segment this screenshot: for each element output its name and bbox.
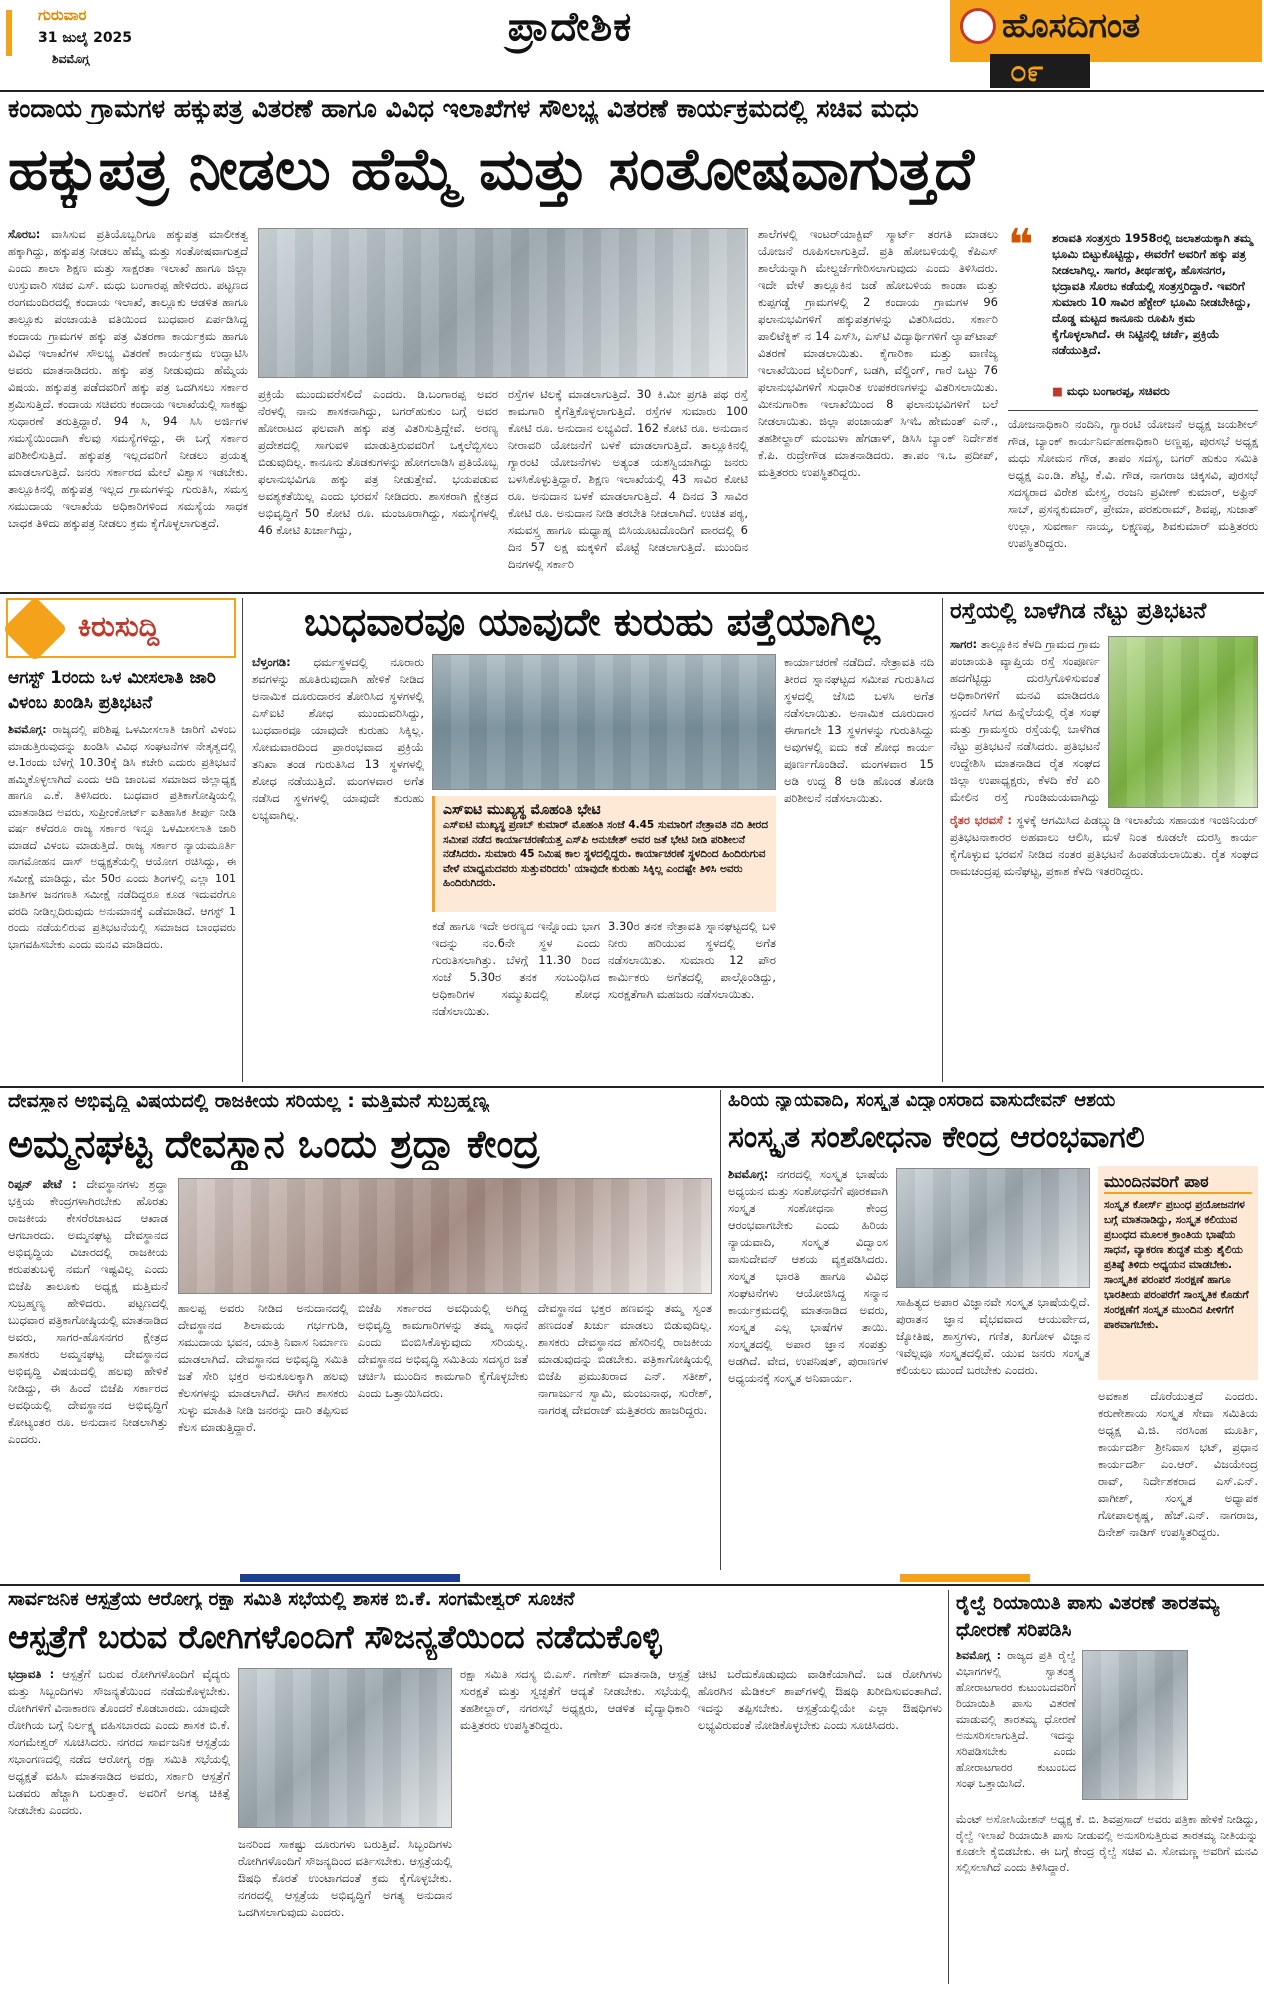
story4-divider: [720, 1090, 721, 1570]
section-divider-3: [0, 1584, 1264, 1586]
story2-col2: ಕಾರ್ಯಾಚರಣೆ ನಡೆದಿದೆ. ನೇತ್ರಾವತಿ ನದಿ ತೀರದ ಸ್ನಾನಘಟ್ಟದ ಸಮೀಪ ಗುರುತಿಸಿದ ಸ್ಥಳದಲ್ಲಿ ಜೆಸಿಬಿ ಬಳಸಿ ಅಗೆತ ನಡೆಸಲಾಯಿತು. ಅನಾಮಿಕ ದೂರುದಾರ ಈಗಾಗಲೇ 13 ಸ್ಥಳಗಳನ್ನು ಗುರುತಿಸಿದ್ದು ಅವುಗಳಲ್ಲಿ ಐದು ಕಡೆ ಶೋಧ ಕಾರ್ಯ ಪೂರ್ಣಗೊಂಡಿದೆ. ಮಂಗಳವಾರ 15 ಅಡಿ ಉದ್ದ 8 ಅಡಿ ಹೊಂಡ ತೋಡಿ ಪರಿಶೀಲನೆ ನಡೆಸಲಾಯಿತು.: [784, 655, 934, 805]
story6-kicker: ಸಾರ್ವಜನಿಕ ಆಸ್ಪತ್ರೆಯ ಆರೋಗ್ಯ ರಕ್ಷಾ ಸಮಿತಿ ಸಭೆಯಲ್ಲಿ ಶಾಸಕ ಬಿ.ಕೆ. ಸಂಗಮೇಶ್ವರ್ ಸೂಚನೆ: [8, 1588, 575, 1610]
story2-photo-title: ಎಸ್‌ಐಟಿ ಮುಖ್ಯಸ್ಥ ಮೊಹಂತಿ ಭೇಟಿ: [443, 802, 601, 818]
section-divider-1: [0, 592, 1264, 594]
section-accent-bar: [6, 10, 12, 56]
story1-col1-text: ವಾಸಿಸುವ ಪ್ರತಿಯೊಬ್ಬರಿಗೂ ಹಕ್ಕುಪತ್ರ ಮಾಲೀಕತ್ವ ಹಕ್ಕಾಗಿದ್ದು, ಹಕ್ಕುಪತ್ರ ನೀಡಲು ಹೆಮ್ಮೆ ಮತ್ತು ಸಂತೋಷವಾಗುತ್ತದೆ ಎಂದು ಶಾಲಾ ಶಿಕ್ಷಣ ಮತ್ತು ಸಾಕ್ಷರತಾ ಇಲಾಖೆ ಹಾಗೂ ಜಿಲ್ಲಾ ಉಸ್ತುವಾರಿ ಸಚಿವ ಎಸ್. ಮಧು ಬಂಗಾರಪ್ಪ ಹೇಳಿದರು. ಪಟ್ಟಣದ ರಂಗಮಂದಿರದಲ್ಲಿ ಕಂದಾಯ ಇಲಾಖೆ, ತಾಲ್ಲೂಕು ಆಡಳಿತ ಹಾಗೂ ತಾಲ್ಲೂಕು ಪಂಚಾಯತಿ ವತಿಯಿಂದ ಬುಧವಾರ ಏರ್ಪಡಿಸಿದ್ದ ಕಂದಾಯ ಗ್ರಾಮಗಳ ಹಕ್ಕು ಪತ್ರ ವಿತರಣಾ ಕಾರ್ಯಕ್ರಮ ಹಾಗೂ ವಿವಿಧ ಇಲಾಖೆಗಳ ಸೌಲಭ್ಯ ವಿತರಣೆ ಕಾರ್ಯಕ್ರಮ ಉದ್ಘಾಟಿಸಿ ಅವರು ಮಾತನಾಡಿದರು. ಹಕ್ಕು ಪತ್ರ ನೀಡುವುದು ಹೆಮ್ಮೆಯ ವಿಷಯ. ಹಕ್ಕುಪತ್ರ ಪಡೆದವರಿಗೆ ಹಕ್ಕು ಪತ್ರ ಒದಗಿಸಲು ಸರ್ಕಾರ ಶ್ರಮಿಸುತ್ತಿದೆ. ಕಂದಾಯ ಸಚಿವರು ಕಂದಾಯ ಇಲಾಖೆಯಲ್ಲಿ ಸಾಕಷ್ಟು ಸುಧಾರಣೆ ತರುತ್ತಿದ್ದಾರೆ. 94 ಸಿ, 94 ಸಿಸಿ ಅರ್ಜಿಗಳ ಸಮಸ್ಯೆಯಿಂದಾಗಿ ಕೆಲವು ಸಮಸ್ಯೆಗಳಿದ್ದು, ಈ ಬಗ್ಗೆ ಸರ್ಕಾರ ಪರಿಶೀಲಿಸುತ್ತಿದೆ. ಹಕ್ಕುಪತ್ರ ಇಲ್ಲದವರಿಗೆ ನೀಡಲು ಪ್ರಯತ್ನ ಮಾಡಲಾಗುತ್ತಿದೆ. ಜನರು ಸರ್ಕಾರದ ಮೇಲೆ ವಿಶ್ವಾಸ ಇಡಬೇಕು. ತಾಲ್ಲೂಕಿನಲ್ಲಿ ಹಕ್ಕುಪತ್ರ ಇಲ್ಲದ ಗ್ರಾಮಗಳನ್ನು ಗುರುತಿಸಿ, ಸಮಸ್ತ ಸಮುದಾಯ ಇಲಾಖೆಯ ಅಧಿಕಾರಿಗಳಿಂದ ಸಮಸ್ಯೆಯ ಸಾಧಕ ಬಾಧಕ ತಿಳಿದು ಹಕ್ಕುಪತ್ರ ನೀಡಲು ಕ್ರಮ ಕೈಗೊಳ್ಳಲಾಗುತ್ತದೆ.: [8, 227, 248, 530]
story1-quote-by: ■ ಮಧು ಬಂಗಾರಪ್ಪ, ಸಚಿವರು: [1052, 384, 1170, 398]
story1-quote-box: [1008, 220, 1258, 404]
kirusuddi-divider: [242, 598, 243, 1082]
section-title: ಪ್ರಾದೇಶಿಕ: [507, 4, 633, 50]
quote-mark-icon: ❝: [1008, 220, 1034, 271]
story1-quote-rule: [1008, 410, 1258, 411]
story2-col4: 3.30ರ ತನಕ ನೇತ್ರಾವತಿ ಸ್ನಾನಘಟ್ಟದಲ್ಲಿ ಬಳಿ ನೀರು ಹರಿಯುವ ಸ್ಥಳದಲ್ಲಿ ಅಗೆತ ನಡೆಸಲಾಯಿತು. ಸುಮಾರು 12 ಪೌರ ಕಾರ್ಮಿಕರು ಅಗೆತದಲ್ಲಿ ಪಾಲ್ಗೊಂಡಿದ್ದು, ಸುರಕ್ಷತೆಗಾಗಿ ಮಹಜರು ನಡೆಸಲಾಯಿತು.: [608, 919, 776, 1001]
story4-col3: ಬಿಜೆಪಿ ಸರ್ಕಾರದ ಅವಧಿಯಲ್ಲಿ ಅಗಿದ್ದ ಅಭಿವೃದ್ಧಿ ಕಾಮಗಾರಿಗಳನ್ನು ತಮ್ಮ ಸಾಧನೆ ಎಂದು ಬಿಂಬಿಸಿಕೊಳ್ಳುವುದು ಸರಿಯಲ್ಲ. ದೇವಸ್ಥಾನದ ಅಭಿವೃದ್ಧಿ ಸಮಿತಿಯ ಸದಸ್ಯರ ಜತೆ ಚರ್ಚಿಸಿ ಮುಂದಿನ ಕಾಮಗಾರಿ ಕೈಗೊಳ್ಳಬೇಕು ಎಂದು ಒತ್ತಾಯಿಸಿದರು.: [358, 1301, 528, 1400]
story5-box: [1098, 1166, 1258, 1380]
story7-col2: ಮೆಂಟ್ ಅಸೋಸಿಯೇಶನ್ ಅಧ್ಯಕ್ಷ ಕೆ. ಬಿ. ಶಿವಪ್ರಸಾದ್ ಅವರು ಪತ್ರಿಕಾ ಹೇಳಿಕೆ ನೀಡಿದ್ದು, ರೈಲ್ವೆ ಇಲಾಖೆ ರಿಯಾಯಿತಿ ಪಾಸು ನೀಡುವಲ್ಲಿ ಅನುಸರಿಸುತ್ತಿರುವ ತಾರತಮ್ಯ ನೀತಿಯನ್ನು ಕೂಡಲೇ ಕೈಬಿಡಬೇಕು. ಈ ಬಗ್ಗೆ ಕೇಂದ್ರ ರೈಲ್ವೆ ಸಚಿವ ವಿ. ಸೋಮಣ್ಣ ಅವರಿಗೆ ಮನವಿ ಸಲ್ಲಿಸಲಾಗಿದೆ ಎಂದು ತಿಳಿಸಿದ್ದಾರೆ.: [956, 1813, 1258, 1874]
masthead: [0, 0, 1264, 92]
story2-photo-caption-box: [432, 796, 776, 912]
story7-photo: [1082, 1650, 1188, 1800]
story5-col1: ಶಿವಮೊಗ್ಗ: ನಗರದಲ್ಲಿ ಸಂಸ್ಕೃತ ಭಾಷೆಯ ಅಧ್ಯಯನ ಮತ್ತು ಸಂಶೋಧನೆಗೆ ಪೂರಕವಾಗಿ ಸಂಸ್ಕೃತ ಸಂಶೋಧನಾ ಕೇಂದ್ರ ಆರಂಭವಾಗಬೇಕು ಎಂದು ಹಿರಿಯ ನ್ಯಾಯವಾದಿ, ಸಂಸ್ಕೃತ ವಿದ್ವಾಂಸ ವಾಸುದೇವನ್ ಆಶಯ ವ್ಯಕ್ತಪಡಿಸಿದರು. ಸಂಸ್ಕೃತ ಭಾರತಿ ಹಾಗೂ ವಿವಿಧ ಸಂಘಟನೆಗಳು ಆಯೋಜಿಸಿದ್ದ ಸನ್ಮಾನ ಕಾರ್ಯಕ್ರಮದಲ್ಲಿ ಮಾತನಾಡಿದ ಅವರು, ಸಂಸ್ಕೃತ ಎಲ್ಲ ಭಾಷೆಗಳ ತಾಯಿ. ಸಂಸ್ಕೃತದಲ್ಲಿ ಅಪಾರ ಜ್ಞಾನ ಸಂಪತ್ತು ಅಡಗಿದೆ. ವೇದ, ಉಪನಿಷತ್, ಪುರಾಣಗಳ ಅಧ್ಯಯನಕ್ಕೆ ಸಂಸ್ಕೃತ ಅನಿವಾರ್ಯ.: [728, 1167, 888, 1385]
story3-photo: [1108, 636, 1258, 808]
issue-day: ಗುರುವಾರ: [38, 6, 87, 24]
section-divider-2: [0, 1086, 1264, 1088]
story6-col2: ಜನರಿಂದ ಸಾಕಷ್ಟು ದೂರುಗಳು ಬರುತ್ತಿವೆ. ಸಿಬ್ಬಂದಿಗಳು ರೋಗಿಗಳೊಂದಿಗೆ ಸೌಜನ್ಯದಿಂದ ವರ್ತಿಸಬೇಕು. ಆಸ್ಪತ್ರೆಯಲ್ಲಿ ಔಷಧಿ ಕೊರತೆ ಉಂಟಾಗದಂತೆ ಕ್ರಮ ಕೈಗೊಳ್ಳಬೇಕು. ನಗರದಲ್ಲಿ ಆಸ್ಪತ್ರೆಯ ಅಭಿವೃದ್ಧಿಗೆ ಅಗತ್ಯ ಅನುದಾನ ಒದಗಿಸಲಾಗುವುದು ಎಂದರು.: [238, 1837, 452, 1919]
story2-headline: ಬುಧವಾರವೂ ಯಾವುದೇ ಕುರುಹು ಪತ್ತೆಯಾಗಿಲ್ಲ: [303, 600, 881, 644]
story2-col3: ಕಡೆ ಹಾಗೂ ಇದೇ ಅರಣ್ಯದ ಇನ್ನೊಂದು ಭಾಗ ಇದನ್ನು ನಂ.6ನೇ ಸ್ಥಳ ಎಂದು ಗುರುತಿಸಲಾಗಿತ್ತು. ಬೆಳಗ್ಗೆ 11.30 ರಿಂದ ಸಂಜೆ 5.30ರ ತನಕ ಸಂಬಂಧಿಸಿದ ಅಧಿಕಾರಿಗಳ ಸಮ್ಮುಖದಲ್ಲಿ ಶೋಧ ನಡೆಸಲಾಯಿತು.: [432, 919, 600, 1018]
story6-col1: ಭದ್ರಾವತಿ : ಆಸ್ಪತ್ರೆಗೆ ಬರುವ ರೋಗಿಗಳೊಂದಿಗೆ ವೈದ್ಯರು ಮತ್ತು ಸಿಬ್ಬಂದಿಗಳು ಸೌಜನ್ಯತೆಯಿಂದ ನಡೆದುಕೊಳ್ಳಬೇಕು. ರೋಗಿಗಳಿಗೆ ವಿನಾಕಾರಣ ತೊಂದರೆ ಕೊಡಬಾರದು. ಯಾವುದೇ ರೋಗಿಯ ಬಗ್ಗೆ ನಿರ್ಲಕ್ಷ್ಯ ವಹಿಸಬಾರದು ಎಂದು ಶಾಸಕ ಬಿ.ಕೆ. ಸಂಗಮೇಶ್ವರ್ ಸೂಚಿಸಿದರು. ನಗರದ ಸಾರ್ವಜನಿಕ ಆಸ್ಪತ್ರೆಯ ಸಭಾಂಗಣದಲ್ಲಿ ನಡೆದ ಆರೋಗ್ಯ ರಕ್ಷಾ ಸಮಿತಿ ಸಭೆಯಲ್ಲಿ ಅಧ್ಯಕ್ಷತೆ ವಹಿಸಿ ಮಾತನಾಡಿದ ಅವರು, ಸರ್ಕಾರಿ ಆಸ್ಪತ್ರೆಗೆ ಬಡವರು ಹೆಚ್ಚಾಗಿ ಬರುತ್ತಾರೆ. ಅವರಿಗೆ ಅಗತ್ಯ ಚಿಕಿತ್ಸೆ ನೀಡಬೇಕು ಎಂದರು.: [8, 1667, 230, 1817]
paper-logo: ಹೊಸದಿಗಂತ: [1002, 6, 1141, 46]
story7-headline: ರೈಲ್ವೆ ರಿಯಾಯಿತಿ ಪಾಸು ವಿತರಣೆ ತಾರತಮ್ಯ ಧೋರಣೆ ಸರಿಪಡಿಸಿ: [956, 1592, 1220, 1641]
story5-box-title: ಮುಂದಿನವರಿಗೆ ಪಾಠ: [1104, 1172, 1252, 1194]
story1-quote-text: ಶರಾವತಿ ಸಂತ್ರಸ್ತರು 1958ರಲ್ಲಿ ಜಲಾಶಯಕ್ಕಾಗಿ ತಮ್ಮ ಭೂಮಿ ಬಿಟ್ಟುಕೊಟ್ಟಿದ್ದು, ಈವರೆಗೆ ಅವರಿಗೆ ಹಕ್ಕು ಪತ್ರ ನೀಡಲಾಗಿಲ್ಲ. ಸಾಗರ, ತೀರ್ಥಹಳ್ಳಿ, ಹೊಸನಗರ, ಭದ್ರಾವತಿ ಸೊರಬ ಕಡೆಯಲ್ಲಿ ಸಂತ್ರಸ್ತರಿದ್ದಾರೆ. ಇವರಿಗೆ ಸುಮಾರು 10 ಸಾವಿರ ಹೆಕ್ಟೇರ್ ಭೂಮಿ ನೀಡಬೇಕಿದ್ದು, ದೊಡ್ಡ ಮಟ್ಟದ ಕಾನೂನು ರೂಪಿಸಿ ಕ್ರಮ ಕೈಗೊಳ್ಳಲಾಗಿದೆ. ಈ ನಿಟ್ಟಿನಲ್ಲಿ ಚರ್ಚೆ, ಪ್ರಕ್ರಿಯೆ ನಡೆಯುತ್ತಿದೆ.: [1052, 231, 1253, 357]
story1-col4b: ಯೋಜನಾಧಿಕಾರಿ ನಂದಿನಿ, ಗ್ಯಾರಂಟಿ ಯೋಜನೆ ಅಧ್ಯಕ್ಷ ಜಯಶೀಲ್ ಗೌಡ, ಬ್ಯಾಂಕ್ ಕಾರ್ಯನಿರ್ವಹಣಾಧಿಕಾರಿ ಅಣ್ಣಪ್ಪ, ಪುರಸಭೆ ಅಧ್ಯಕ್ಷ ಮಧು ಸೋಮನ ಗೌಡ, ತಾಪಂ ಸದಸ್ಯ, ಬಗರ್ ಹುಕುಂ ಸಮಿತಿ ಅಧ್ಯಕ್ಷ ಎಂ.ಡಿ. ಶೆಟ್ಟಿ, ಕೆ.ವಿ. ಗೌಡ, ನಾಗರಾಜ ಚಿಕ್ಕಸವಿ, ಪುರಸಭೆ ಸದಸ್ಯರಾದ ವಿರೇಶ ಮೇಸ್ತ್ರ, ರಂಜನಿ ಪ್ರವೀಣ್ ಕುಮಾರ್, ಅಫ್ರಿನ್ ಸಾಬ್, ಪ್ರಸನ್ನಕುಮಾರ್, ಪ್ರೇಮಾ, ಪರಶುರಾಮ್, ಶಿವಪ್ಪ, ಸುಜಾತ್ ಉಲ್ಲಾ, ಸುವರ್ಣಾ ನಾಯ್ಕ, ಲಕ್ಷ್ಮಣಪ್ಪ, ಶಿವಕುಮಾರ್ ಮತ್ತಿತರರು ಉಪಸ್ಥಿತರಿದ್ದರು.: [1008, 417, 1258, 550]
hand-point-icon: [2, 596, 67, 661]
story1-col4: ಶಾಲೆಗಳಲ್ಲಿ ಇಂಟರ್‌ಯಾಕ್ಟಿವ್ ಸ್ಮಾರ್ಟ್ ತರಗತಿ ಮಾಡಲು ಯೋಜನೆ ರೂಪಿಸಲಾಗುತ್ತಿದೆ. ಪ್ರತಿ ಹೋಬಳಿಯಲ್ಲಿ ಕೆಪಿಎಸ್ ಶಾಲೆಯನ್ನಾಗಿ ಮೇಲ್ದರ್ಜೆಗೇರಿಸಲಾಗುವುದು ಎಂದು ತಿಳಿಸಿದರು. ಇದೇ ವೇಳೆ ತಾಲ್ಲೂಕಿನ ಜಡೆ ಹೋಬಳಿಯ ಕಾಂಡಾ ಮತ್ತು ಕುಪ್ಪಗಡ್ಡೆ ಗ್ರಾಮಗಳಲ್ಲಿ 2 ಕಂದಾಯ ಗ್ರಾಮಗಳ 96 ಫಲಾನುಭವಿಗಳಿಗೆ ಹಕ್ಕುಪತ್ರಗಳನ್ನು ವಿತರಿಸಿದರು. ಸರ್ಕಾರಿ ಪಾಲಿಟೆಕ್ನಿಕ್ ನ 14 ಎಸ್‌ಸಿ, ಎಸ್‌ಟಿ ವಿದ್ಯಾರ್ಥಿಗಳಿಗೆ ಲ್ಯಾಪ್‌ಟಾಪ್ ವಿತರಣೆ ಮಾಡಲಾಯಿತು. ಕೈಗಾರಿಕಾ ಮತ್ತು ವಾಣಿಜ್ಯ ಇಲಾಖೆಯಿಂದ ಟೈಲರಿಂಗ್, ಬಡಗಿ, ವೆಲ್ಡಿಂಗ್, ಗಾರೆ ಒಟ್ಟು 76 ಫಲಾನುಭವಿಗಳಿಗೆ ಸುಧಾರಿತ ಉಪಕರಣಗಳನ್ನು ವಿತರಿಸಲಾಯಿತು. ಮೀನುಗಾರಿಕಾ ಇಲಾಖೆಯಿಂದ 8 ಫಲಾನುಭವಿಗಳಿಗೆ ಬಲೆ ನೀಡಲಾಯಿತು. ಜಿಲ್ಲಾ ಪಂಚಾಯತ್ ಸಿಇಓ ಹೇಮಂತ್ ಎನ್., ತಹಶೀಲ್ದಾರ್ ಮಂಜುಳಾ ಹೆಗಡಾಳ್, ಡಿಸಿಸಿ ಬ್ಯಾಂಕ್ ನಿರ್ದೇಶಕ ಕೆ.ಪಿ. ರುದ್ರೇಗೌಡ ಮಾತನಾಡಿದರು. ತಾ.ಪಂ ಇ.ಒ ಪ್ರದೀಪ್, ಮತ್ತಿತರರು ಉಪಸ್ಥಿತರಿದ್ದರು.: [758, 227, 998, 479]
square-bullet-icon: ■: [1052, 384, 1067, 398]
story4-photo: [178, 1178, 712, 1294]
kirusuddi-headline: ಆಗಸ್ಟ್ 1ರಂದು ಒಳ ಮೀಸಲಾತಿ ಜಾರಿ ವಿಳಂಬ ಖಂಡಿಸಿ ಪ್ರತಿಭಟನೆ: [8, 668, 216, 713]
story6-col4: ಚೀಟಿ ಬರೆದುಕೊಡುವುದು ವಾಡಿಕೆಯಾಗಿದೆ. ಬಡ ರೋಗಿಗಳು ಹೊರಗಿನ ಮೆಡಿಕಲ್ ಶಾಪ್‌ಗಳಲ್ಲಿ ಔಷಧಿ ಖರೀದಿಸುವಂತಾಗಿದೆ. ಇದನ್ನು ತಪ್ಪಿಸಬೇಕು. ಆಸ್ಪತ್ರೆಯಲ್ಲಿಯೇ ಎಲ್ಲಾ ಔಷಧಿಗಳು ಲಭ್ಯವಿರುವಂತೆ ನೋಡಿಕೊಳ್ಳಬೇಕು ಎಂದು ಸೂಚಿಸಿದರು.: [698, 1667, 942, 1732]
story1-col1: [8, 226, 248, 586]
story4-col2: ಹಾಲಪ್ಪ ಅವರು ನೀಡಿದ ಅನುದಾನದಲ್ಲಿ ದೇವಸ್ಥಾನದ ಶಿಲಾಮಯ ಗರ್ಭಗುಡಿ, ಸಮುದಾಯ ಭವನ, ಯಾತ್ರಿ ನಿವಾಸ ನಿರ್ಮಾಣ ಮಾಡಲಾಗಿದೆ. ದೇವಸ್ಥಾನದ ಅಭಿವೃದ್ಧಿ ಸಮಿತಿ ಜತೆ ಸೇರಿ ಭಕ್ತರ ಅನುಕೂಲಕ್ಕಾಗಿ ಹಲವು ಕೆಲಸಗಳನ್ನು ಮಾಡಲಾಗಿದೆ. ಈಗಿನ ಶಾಸಕರು ಸುಳ್ಳು ಮಾಹಿತಿ ನೀಡಿ ಜನರನ್ನು ದಾರಿ ತಪ್ಪಿಸುವ ಕೆಲಸ ಮಾಡುತ್ತಿದ್ದಾರೆ.: [178, 1301, 348, 1434]
story5-photo: [896, 1168, 1090, 1288]
story5-col2: ಸಾಹಿತ್ಯದ ಅಪಾರ ವಿಜ್ಞಾನವೇ ಸಂಸ್ಕೃತ ಭಾಷೆಯಲ್ಲಿದೆ. ಪುರಾತನ ಜ್ಞಾನ ವೈಭವವಾದ ಆಯುರ್ವೇದ, ಜ್ಯೋತಿಷ, ಶಾಸ್ತ್ರಗಳು, ಗಣಿತ, ಖಗೋಳ ವಿಜ್ಞಾನ ಇವೆಲ್ಲವೂ ಸಂಸ್ಕೃತದಲ್ಲಿವೆ. ಯುವ ಜನರು ಸಂಸ್ಕೃತ ಕಲಿಯಲು ಮುಂದೆ ಬರಬೇಕು ಎಂದರು.: [896, 1295, 1090, 1377]
story1-kicker: ಕಂದಾಯ ಗ್ರಾಮಗಳ ಹಕ್ಕುಪತ್ರ ವಿತರಣೆ ಹಾಗೂ ವಿವಿಧ ಇಲಾಖೆಗಳ ಸೌಲಭ್ಯ ವಿತರಣೆ ಕಾರ್ಯಕ್ರಮದಲ್ಲಿ ಸಚಿವ ಮಧು: [8, 94, 919, 123]
story1-col3: ರಸ್ತೆಗಳ ಟಿಲಕ್ಕೆ ಮಾಡಲಾಗುತ್ತಿದೆ. 30 ಕಿ.ಮೀ ಪ್ರಗತಿ ಪಥ ರಸ್ತೆ ಕಾಮಗಾರಿ ಕೈಗೆತ್ತಿಕೊಳ್ಳಲಾಗುತ್ತಿದೆ. ರಸ್ತೆಗಳ ಸುಮಾರು 100 ಕೋಟಿ ರೂ. ಅನುದಾನ ಲಭ್ಯವಿದೆ. 162 ಕೋಟಿ ರೂ. ಅನುದಾನ ನೀರಾವರಿ ಯೋಜನೆಗೆ ಬಳಕೆ ಮಾಡಲಾಗುತ್ತಿದೆ. ತಾಲ್ಲೂಕಿನಲ್ಲಿ ಗ್ಯಾರಂಟಿ ಯೋಜನೆಗಳು ಅತ್ಯಂತ ಯಶಸ್ವಿಯಾಗಿದ್ದು ಜನರು ಬಳಸಿಕೊಳ್ಳುತ್ತಿದ್ದಾರೆ. ಶಿಕ್ಷಣ ಇಲಾಖೆಯಲ್ಲಿ 43 ಸಾವಿರ ಕೋಟಿ ರೂ. ಅನುದಾನ ಬಳಕೆ ಮಾಡಲಾಗುತ್ತಿದೆ. 4 ದಿನದ 3 ಸಾವಿರ ಕೋಟಿ ರೂ. ಅನುದಾನ ನೀಡಿ ತರಬೇತಿ ನೀಡಲಾಗಿದೆ. ಉಚಿತ ಪಠ್ಯ, ಸಮವಸ್ತ್ರ ಹಾಗೂ ಮಧ್ಯಾಹ್ನ ಬಿಸಿಯೂಟದೊಂದಿಗೆ ವಾರದಲ್ಲಿ 6 ದಿನ 57 ಲಕ್ಷ ಮಕ್ಕಳಿಗೆ ಮೊಟ್ಟೆ ನೀಡಲಾಗುತ್ತಿದೆ. ಮುಂದಿನ ದಿನಗಳಲ್ಲಿ ಸರ್ಕಾರಿ: [508, 387, 748, 571]
story1-headline: ಹಕ್ಕುಪತ್ರ ನೀಡಲು ಹೆಮ್ಮೆ ಮತ್ತು ಸಂತೋಷವಾಗುತ್ತದೆ: [8, 135, 975, 203]
story4-headline: ಅಮ್ಮನಘಟ್ಟ ದೇವಸ್ಥಾನ ಒಂದು ಶ್ರದ್ಧಾ ಕೇಂದ್ರ: [8, 1122, 540, 1166]
kirusuddi-logo-text: ಕಿರುಸುದ್ದಿ: [78, 610, 160, 643]
issue-place: ಶಿವಮೊಗ್ಗ: [52, 52, 90, 66]
story6-col3: ರಕ್ಷಾ ಸಮಿತಿ ಸದಸ್ಯ ಬಿ.ಎಸ್. ಗಣೇಶ್ ಮಾತನಾಡಿ, ಆಸ್ಪತ್ರೆ ಸುರಕ್ಷತೆ ಮತ್ತು ಸ್ವಚ್ಛತೆಗೆ ಆದ್ಯತೆ ನೀಡಬೇಕು. ಸಭೆಯಲ್ಲಿ ತಹಶೀಲ್ದಾರ್, ನಗರಸಭೆ ಅಧ್ಯಕ್ಷರು, ಆಡಳಿತ ವೈದ್ಯಾಧಿಕಾರಿ ಮತ್ತಿತರರು ಉಪಸ್ಥಿತರಿದ್ದರು.: [460, 1667, 690, 1732]
story3-body-cont: ರೈತರ ಭರವಸೆ : ಸ್ಥಳಕ್ಕೆ ಆಗಮಿಸಿದ ಪಿಡಬ್ಲ್ಯುಡಿ ಇಲಾಖೆಯ ಸಹಾಯಕ ಇಂಜಿನಿಯರ್ ಪ್ರತಿಭಟನಾಕಾರರ ಅಹವಾಲು ಆಲಿಸಿ, ಮಳೆ ನಿಂತ ಕೂಡಲೇ ದುರಸ್ತಿ ಕಾರ್ಯ ಕೈಗೊಳ್ಳುವ ಭರವಸೆ ನೀಡಿದ ನಂತರ ಪ್ರತಿಭಟನೆ ಹಿಂಪಡೆಯಲಾಯಿತು. ರೈತ ಸಂಘದ ರಾಮಚಂದ್ರಪ್ಪ ಮನೆಘಟ್ಟ, ಪ್ರಕಾಶ ಕೆಳದಿ ಇತರರಿದ್ದರು.: [950, 813, 1258, 878]
kirusuddi-body: ಶಿವಮೊಗ್ಗ: ರಾಜ್ಯದಲ್ಲಿ ಪರಿಶಿಷ್ಟ ಒಳಮೀಸಲಾತಿ ಜಾರಿಗೆ ವಿಳಂಬ ಮಾಡುತ್ತಿರುವುದನ್ನು ಖಂಡಿಸಿ ವಿವಿಧ ಸಂಘಟನೆಗಳ ನೇತೃತ್ವದಲ್ಲಿ ಆ.1ರಂದು ಬೆಳಗ್ಗೆ 10.30ಕ್ಕೆ ಡಿಸಿ ಕಚೇರಿ ಎದುರು ಪ್ರತಿಭಟನೆ ಹಮ್ಮಿಕೊಳ್ಳಲಾಗಿದೆ ಎಂದು ಆದಿ ಜಾಂಬವ ಸಮಾಜದ ಜಿಲ್ಲಾಧ್ಯಕ್ಷ ಹಾಗೂ ಎ.ಕೆ. ತಿಳಿಸಿದರು. ಬುಧವಾರ ಪ್ರತಿಕಾಗೋಷ್ಠಿಯಲ್ಲಿ ಮಾತನಾಡಿದ ಅವರು, ಸುಪ್ರೀಂಕೋರ್ಟ್ ಐತಿಹಾಸಿಕ ತೀರ್ಪು ನೀಡಿ ವರ್ಷ ಕಳೆದರೂ ರಾಜ್ಯ ಸರ್ಕಾರ ಇನ್ನೂ ಒಳಮೀಸಲಾತಿ ಜಾರಿ ಮಾಡದೆ ವಿಳಂಬ ಮಾಡುತ್ತಿದೆ. ರಾಜ್ಯ ಸರ್ಕಾರ ನ್ಯಾಯಮೂರ್ತಿ ನಾಗಮೋಹನ ದಾಸ್ ಅಧ್ಯಕ್ಷತೆಯಲ್ಲಿ ಆಯೋಗ ರಚಿಸಿದ್ದು, ಈ ಸಮೀಕ್ಷೆ ಮಾಡಿದ್ದು, ಮೇ 50ರ ಎಂದು ಶಿಂಗಳಲ್ಲಿ ಎಲ್ಲಾ 101 ಜಾತಿಗಳ ಜನಗಣತಿ ಸಮೀಕ್ಷೆ ನಡೆದಿದ್ದರೂ ಕೂಡ ಇದುವರೆಗೂ ವರದಿ ನೀಡಿಲ್ಲದಿರುವುದು ಅನುಮಾನಕ್ಕೆ ಎಡೆಮಾಡಿದೆ. ಆಗಸ್ಟ್ 1 ರಂದು ನಡೆಯಲಿರುವ ಪ್ರತಿಭಟನೆಯಲ್ಲಿ ಸಮಾಜದ ಬಾಂಧವರು ಭಾಗವಹಿಸಬೇಕು ಎಂದು ಮನವಿ ಮಾಡಿದರು.: [8, 723, 236, 951]
story1-dateline: ಸೊರಬ:: [8, 227, 41, 241]
story2-photo: [432, 654, 776, 790]
story7-col1: ಶಿವಮೊಗ್ಗ : ರಾಜ್ಯದ ಪ್ರತಿ ರೈಲ್ವೆ ವಿಭಾಗಗಳಲ್ಲಿ ಸ್ವಾತಂತ್ರ್ಯ ಹೋರಾಟಗಾರರ ಕುಟುಂಬದವರಿಗೆ ರಿಯಾಯಿತಿ ಪಾಸು ವಿತರಣೆ ಮಾಡುವಲ್ಲಿ ತಾರತಮ್ಯ ಧೋರಣೆ ಅನುಸರಿಸಲಾಗುತ್ತಿದೆ. ಇದನ್ನು ಸರಿಪಡಿಸಬೇಕು ಎಂದು ಹೋರಾಟಗಾರರ ಕುಟುಂಬದ ಸಂಘ ಒತ್ತಾಯಿಸಿದೆ.: [956, 1649, 1076, 1790]
story5-col3: ಅವಕಾಶ ದೊರೆಯುತ್ತದೆ ಎಂದರು. ಕರುಣೇಶಾಯ ಸಂಸ್ಕೃತ ಸೇವಾ ಸಮಿತಿಯ ಅಧ್ಯಕ್ಷ ವಿ.ಜಿ. ನರಸಿಂಹ ಮೂರ್ತಿ, ಕಾರ್ಯದರ್ಶಿ ಶ್ರೀನಿವಾಸ ಭಟ್, ಪ್ರಧಾನ ಕಾರ್ಯದರ್ಶಿ ಎಂ.ಆರ್. ವಿಜಯೇಂದ್ರ ರಾವ್, ನಿರ್ದೇಶಕರಾದ ಎಸ್.ಎನ್. ವಾಗೀಶ್, ಸಂಸ್ಕೃತ ಅಧ್ಯಾಪಕ ಗೋಪಾಲಕೃಷ್ಣ, ಹೆಚ್.ಎನ್. ನಾಗರಾಜ, ದಿನೇಶ್ ನಾಡಿಗ್ ಉಪಸ್ಥಿತರಿದ್ದರು.: [1098, 1389, 1258, 1539]
paper-logo-emblem-icon: [960, 8, 996, 44]
story6-divider: [948, 1590, 949, 1984]
story5-box-body: ಸಂಸ್ಕೃತ ಕೋರ್ಸ್ ಪ್ರಬಂಧ ಪ್ರಯೋಜನಗಳ ಬಗ್ಗೆ ಮಾತನಾಡಿದ್ದು, ಸಂಸ್ಕೃತ ಕಲಿಯುವ ಪ್ರಬಂಧದ ಮೂಲಕ ಕ್ರಾಂತಿಯ ಭಾಷೆಯ ಸಾಧನೆ, ವ್ಯಾಕರಣ ಶುದ್ಧತೆ ಮತ್ತು ಶೈಲಿಯ ಪ್ರತಿಷ್ಠೆ ತಿಳಿದು ಅಧ್ಯಯನ ಮಾಡಬೇಕು. ಸಾಂಸ್ಕೃತಿಕ ಪರಂಪರೆ ಸಂರಕ್ಷಣೆ ಹಾಗೂ ಭಾರತೀಯ ಪರಂಪರೆಗೆ ಸಾಂಸ್ಕೃತಿಕ ಕೊಡುಗೆ ಸಂರಕ್ಷಣೆಗೆ ಸಂಸ್ಕೃತ ಮುಂದಿನ ಪೀಳಿಗೆಗೆ ಪಾಠವಾಗಬೇಕು.: [1104, 1199, 1249, 1331]
story2-divider: [942, 598, 943, 1082]
section-strip-orange: [900, 1574, 1030, 1582]
story6-headline: ಆಸ್ಪತ್ರೆಗೆ ಬರುವ ರೋಗಿಗಳೊಂದಿಗೆ ಸೌಜನ್ಯತೆಯಿಂದ ನಡೆದುಕೊಳ್ಳಿ: [8, 1618, 662, 1656]
story5-headline: ಸಂಸ್ಕೃತ ಸಂಶೋಧನಾ ಕೇಂದ್ರ ಆರಂಭವಾಗಲಿ: [728, 1120, 1145, 1155]
kirusuddi-logo: [6, 598, 236, 658]
story4-col4: ದೇವಸ್ಥಾನದ ಭಕ್ತರ ಹಣವನ್ನು ತಮ್ಮ ಸ್ವಂತ ಹಣದಂತೆ ಖರ್ಚು ಮಾಡಲು ಬಿಡುವುದಿಲ್ಲ. ಶಾಸಕರು ದೇವಸ್ಥಾನದ ಹೆಸರಿನಲ್ಲಿ ರಾಜಕೀಯ ಮಾಡುವುದನ್ನು ಬಿಡಬೇಕು. ಪತ್ರಿಕಾಗೋಷ್ಠಿಯಲ್ಲಿ ಬಿಜೆಪಿ ಪ್ರಮುಖರಾದ ಎನ್. ಸತೀಶ್, ನಾಗಾರ್ಜುನ ಸ್ವಾಮಿ, ಮಂಜುನಾಥ, ಸುರೇಶ್, ನಾಗರತ್ನ ದೇವರಾಜ್ ಮತ್ತಿತರರು ಹಾಜರಿದ್ದರು.: [538, 1301, 712, 1417]
story3-headline: ರಸ್ತೆಯಲ್ಲಿ ಬಾಳೆಗಿಡ ನೆಟ್ಟು ಪ್ರತಿಭಟನೆ: [950, 599, 1207, 624]
story2-photo-caption: ಎಸ್‌ಐಟಿ ಮುಖ್ಯಸ್ಥ ಪ್ರಣಬ್ ಕುಮಾರ್ ಮೊಹಂತಿ ಸಂಜೆ 4.45 ಸುಮಾರಿಗೆ ನೇತ್ರಾವತಿ ನದಿ ತೀರದ ಸಮೀಪ ನಡೆದ ಕಾರ್ಯಾಚರಣೆಯತ್ತ ಎಸ್‌ಪಿ ಅನುಚೇತ್ ಅವರ ಜತೆ ಭೇಟಿ ನೀಡಿ ಪರಿಶೀಲನೆ ನಡೆಸಿದರು. ಸುಮಾರು 45 ನಿಮಿಷ ಕಾಲ ಸ್ಥಳದಲ್ಲಿದ್ದರು. ಕಾರ್ಯಾಚರಣೆ ಸ್ಥಳದಿಂದ ಹಿಂದಿರುಗುವ ವೇಳೆ ಮಾಧ್ಯಮದವರು ಸುತ್ತುವರಿದರು' ಯಾವುದೇ ಕುರುಹು ಸಿಕ್ಕಿಲ್ಲ ಎಂದಷ್ಟೇ ತಿಳಿಸಿ ಅವರು ಹಿಂದಿರುಗಿದರು.: [443, 819, 768, 889]
story5-kicker: ಹಿರಿಯ ನ್ಯಾಯವಾದಿ, ಸಂಸ್ಕೃತ ವಿದ್ವಾಂಸರಾದ ವಾಸುದೇವನ್ ಆಶಯ: [728, 1090, 1116, 1111]
story1-photo: [258, 228, 748, 378]
story3-body: ಸಾಗರ: ತಾಲ್ಲೂಕಿನ ಕೆಳದಿ ಗ್ರಾಮದ ಗ್ರಾಮ ಪಂಚಾಯತಿ ವ್ಯಾಪ್ತಿಯ ರಸ್ತೆ ಸಂಪೂರ್ಣ ಹದಗೆಟ್ಟಿದ್ದು ದುರಸ್ತಿಗೊಳಿಸುವಂತೆ ಅಧಿಕಾರಿಗಳಿಗೆ ಮನವಿ ಮಾಡಿದರೂ ಸ್ಪಂದನೆ ಸಿಗದ ಹಿನ್ನೆಲೆಯಲ್ಲಿ ರೈತ ಸಂಘ ಮತ್ತು ಗ್ರಾಮಸ್ಥರು ರಸ್ತೆಯಲ್ಲಿ ಬಾಳೆಗಿಡ ನೆಟ್ಟು ಪ್ರತಿಭಟನೆ ನಡೆಸಿದರು. ಪ್ರತಿಭಟನೆ ಉದ್ದೇಶಿಸಿ ಮಾತನಾಡಿದ ರೈತ ಸಂಘದ ಜಿಲ್ಲಾ ಉಪಾಧ್ಯಕ್ಷರು, ಕೆಳದಿ ಕೆರೆ ಏರಿ ಮೇಲಿನ ರಸ್ತೆ ಗುಂಡಿಮಯವಾಗಿದ್ದು: [950, 637, 1100, 804]
story6-photo: [238, 1668, 452, 1828]
issue-date: 31 ಜುಲೈ 2025: [38, 30, 133, 46]
section-strip-blue: [240, 1574, 460, 1582]
page-number: ೦೯: [1010, 54, 1044, 89]
story4-col1: ರಿಪ್ಪನ್ ಪೇಟೆ : ದೇವಸ್ಥಾನಗಳು ಶ್ರದ್ಧಾ ಭಕ್ತಿಯ ಕೇಂದ್ರಗಳಾಗಿರಬೇಕು ಹೊರತು ರಾಜಕೀಯ ಕೇಸರೆರಚಾಟದ ಆಖಾಡ ಆಗಬಾರದು. ಅಮ್ಮನಘಟ್ಟ ದೇವಸ್ಥಾನದ ಅಭಿವೃದ್ಧಿಯ ವಿಚಾರದಲ್ಲಿ ರಾಜಕೀಯ ಕರುಪತುಬಳ್ಳಿ ನಮಗೆ ಇಷ್ಟವಿಲ್ಲ ಎಂದು ಬಿಜೆಪಿ ತಾಲೂಕು ಅಧ್ಯಕ್ಷ ಮತ್ತಿಮನೆ ಸುಬ್ರಹ್ಮಣ್ಯ ಹೇಳಿದರು. ಪಟ್ಟಣದಲ್ಲಿ ಬುಧವಾರ ಪತ್ರಿಕಾಗೋಷ್ಠಿಯಲ್ಲಿ ಮಾತನಾಡಿದ ಅವರು, ಸಾಗರ-ಹೊಸನಗರ ಕ್ಷೇತ್ರದ ಶಾಸಕರು ಅಮ್ಮನಘಟ್ಟ ದೇವಸ್ಥಾನದ ಅಭಿವೃದ್ಧಿ ವಿಷಯದಲ್ಲಿ ಹಲವು ಹೇಳಿಕೆ ನೀಡಿದ್ದು, ಈ ಹಿಂದೆ ಬಿಜೆಪಿ ಸರ್ಕಾರದ ಅವಧಿಯಲ್ಲಿ ದೇವಸ್ಥಾನದ ಅಭಿವೃದ್ಧಿಗೆ ಕೋಟ್ಯಂತರ ರೂ. ಅನುದಾನ ನೀಡಲಾಗಿತ್ತು ಎಂದರು.: [8, 1177, 168, 1446]
story1-col2: ಪ್ರಕ್ರಿಯೆ ಮುಂದುವರೆಸಲಿದೆ ಎಂದರು. ಡಿ.ಬಂಗಾರಪ್ಪ ಅವರ ನೆರಳಲ್ಲಿ ನಾನು ಶಾಸಕನಾಗಿದ್ದು, ಬಗರ್‌ಹುಕುಂ ಬಗ್ಗೆ ಅವರ ಹೋರಾಟದ ಫಲವಾಗಿ ಹಕ್ಕು ಪತ್ರ ವಿತರಿಸುತ್ತಿದ್ದೇವೆ. ಅರಣ್ಯ ಪ್ರದೇಶದಲ್ಲಿ ಸಾಗುವಳಿ ಮಾಡುತ್ತಿರುವವರಿಗೆ ಒಕ್ಕಲೆಬ್ಬಿಸಲು ಬಿಡುವುದಿಲ್ಲ. ಕಾನೂನು ತೊಡಕುಗಳನ್ನು ಹೋಗಲಾಡಿಸಿ ಪ್ರತಿಯೊಬ್ಬ ಫಲಾನುಭವಿಗೂ ಹಕ್ಕು ಪತ್ರ ನೀಡುತ್ತೇವೆ. ಭಯಪಡುವ ಅವಶ್ಯಕತೆಯಿಲ್ಲ ಎಂದು ಭರವಸೆ ನೀಡಿದರು. ಶಾಸಕರಾಗಿ ಕ್ಷೇತ್ರದ ಅಭಿವೃದ್ಧಿಗೆ 50 ಕೋಟಿ ರೂ. ಮಂಜೂರಾಗಿದ್ದು, ಸಮಸ್ಯೆಗಳಲ್ಲಿ 46 ಕೋಟಿ ಖರ್ಚಾಗಿದ್ದು,: [258, 387, 498, 537]
story4-kicker: ದೇವಸ್ಥಾನ ಅಭಿವೃದ್ಧಿ ವಿಷಯದಲ್ಲಿ ರಾಜಕೀಯ ಸರಿಯಲ್ಲ : ಮತ್ತಿಮನೆ ಸುಬ್ರಹ್ಮಣ್ಯ: [8, 1090, 489, 1112]
masthead-rule: [0, 90, 1264, 92]
story2-col1: ಬೆಳ್ತಂಗಡಿ: ಧರ್ಮಸ್ಥಳದಲ್ಲಿ ನೂರಾರು ಶವಗಳನ್ನು ಹೂತಿರುವುದಾಗಿ ಹೇಳಿಕೆ ನೀಡಿದ ಅನಾಮಿಕ ದೂರುದಾರನ ತೋರಿಸಿದ ಸ್ಥಳಗಳಲ್ಲಿ ಎಸ್‌ಐಟಿ ಶೋಧ ಮುಂದುವರಿಸಿದ್ದು, ಬುಧವಾರವೂ ಯಾವುದೇ ಕುರುಹು ಸಿಕ್ಕಿಲ್ಲ. ಸೋಮವಾರದಿಂದ ಪ್ರಾರಂಭವಾದ ಪ್ರಕ್ರಿಯೆ ತನಿಖಾ ತಂಡ ಗುರುತಿಸಿದ 13 ಸ್ಥಳಗಳಲ್ಲಿ ಶೋಧ ನಡೆಯುತ್ತಿದೆ. ಮಂಗಳವಾರ ಅಗೆತ ನಡೆಸಿದ ಸ್ಥಳಗಳಲ್ಲಿ ಯಾವುದೇ ಕುರುಹು ಲಭ್ಯವಾಗಿಲ್ಲ.: [252, 655, 424, 822]
